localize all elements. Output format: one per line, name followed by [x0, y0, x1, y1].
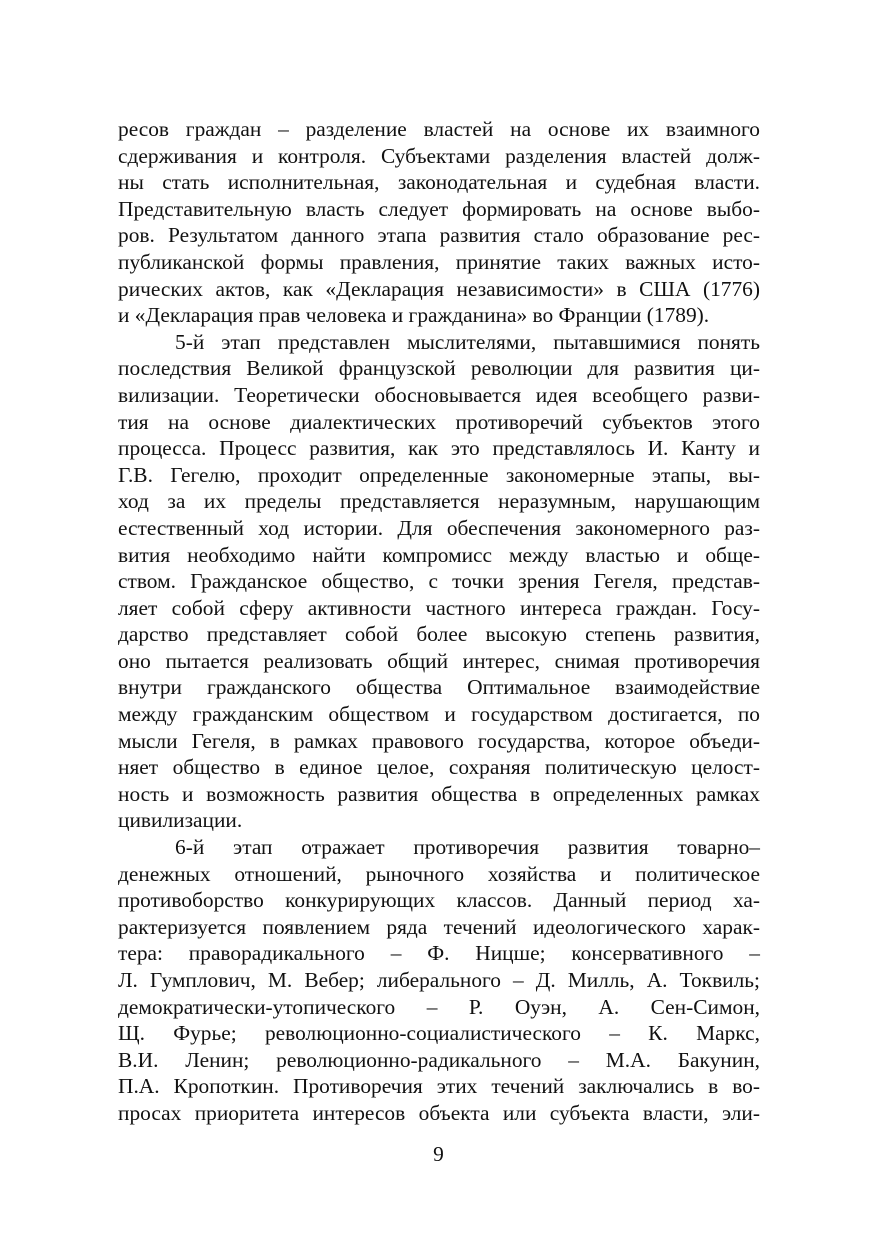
text-line: ность и возможность развития общества в определенных рамках: [118, 781, 760, 806]
text-line: ством. Гражданское общество, с точки зрения Гегеля, представ-: [118, 569, 760, 594]
page-number: 9: [433, 1142, 444, 1166]
text-line: просах приоритета интересов объекта или субъекта власти, эли-: [118, 1100, 760, 1125]
text-line: вития необходимо найти компромисс между властью и обще-: [118, 542, 760, 567]
text-line: 5-й этап представлен мыслителями, пытавшимися понять: [175, 329, 760, 354]
text-line: противоборство конкурирующих классов. Данный период ха-: [118, 888, 760, 913]
text-line: мысли Гегеля, в рамках правового государства, которое объеди-: [118, 728, 760, 753]
text-line: оно пытается реализовать общий интерес, снимая противоречия: [118, 648, 760, 673]
text-line: ресов граждан – разделение властей на основе их взаимного: [118, 117, 760, 141]
text-line: ход за их пределы представляется неразумным, нарушающим: [118, 489, 760, 514]
text-line: рических актов, как «Декларация независимости» в США (1776): [118, 276, 760, 301]
text-line: демократически-утопического – Р. Оуэн, А. Сен-Симон,: [118, 994, 760, 1019]
text-line: естественный ход истории. Для обеспечения закономерного раз-: [118, 515, 760, 540]
text-line: между гражданским обществом и государством достигается, по: [118, 702, 760, 727]
text-line: Представительную власть следует формировать на основе выбо-: [118, 196, 760, 221]
text-line: В.И. Ленин; революционно-радикального – М.А. Бакунин,: [118, 1047, 760, 1072]
paragraph: [118, 329, 760, 834]
body-text: [118, 116, 760, 1127]
text-line: процесса. Процесс развития, как это представлялось И. Канту и: [118, 436, 760, 461]
text-line: последствия Великой французской революции для развития ци-: [118, 356, 760, 381]
paragraph: [118, 116, 760, 329]
text-line: тера: праворадикального – Ф. Ницше; консервативного –: [118, 941, 760, 966]
text-line: тия на основе диалектических противоречий субъектов этого: [118, 409, 760, 434]
paragraph: [118, 834, 760, 1127]
text-line: рактеризуется появлением ряда течений идеологического харак-: [118, 914, 760, 939]
text-line: Щ. Фурье; революционно-социалистического – К. Маркс,: [118, 1021, 760, 1046]
text-line: 6-й этап отражает противоречия развития товарно–: [175, 835, 760, 860]
text-line: ны стать исполнительная, законодательная и судебная власти.: [118, 170, 760, 195]
text-line: няет общество в единое целое, сохраняя политическую целост-: [118, 755, 760, 780]
text-line: ляет собой сферу активности частного интереса граждан. Госу-: [118, 595, 760, 620]
text-line: цивилизации.: [118, 808, 243, 833]
text-line: сдерживания и контроля. Субъектами разделения властей долж-: [118, 143, 760, 168]
text-line: ров. Результатом данного этапа развития стало образование рес-: [118, 223, 760, 248]
text-line: вилизации. Теоретически обосновывается идея всеобщего разви-: [118, 382, 760, 407]
text-line: и «Декларация прав человека и гражданина» во Франции (1789).: [118, 303, 710, 328]
text-line: П.А. Кропоткин. Противоречия этих течений заключались в во-: [118, 1074, 760, 1099]
text-line: Л. Гумплович, М. Вебер; либерального – Д. Милль, А. Токвиль;: [118, 968, 760, 992]
text-line: дарство представляет собой более высокую степень развития,: [118, 622, 760, 647]
text-line: денежных отношений, рыночного хозяйства и политическое: [118, 861, 760, 886]
text-line: Г.В. Гегелю, проходит определенные закономерные этапы, вы-: [118, 462, 760, 487]
text-line: публиканской формы правления, принятие таких важных исто-: [118, 249, 760, 274]
text-line: внутри гражданского общества Оптимальное взаимодействие: [118, 675, 760, 700]
